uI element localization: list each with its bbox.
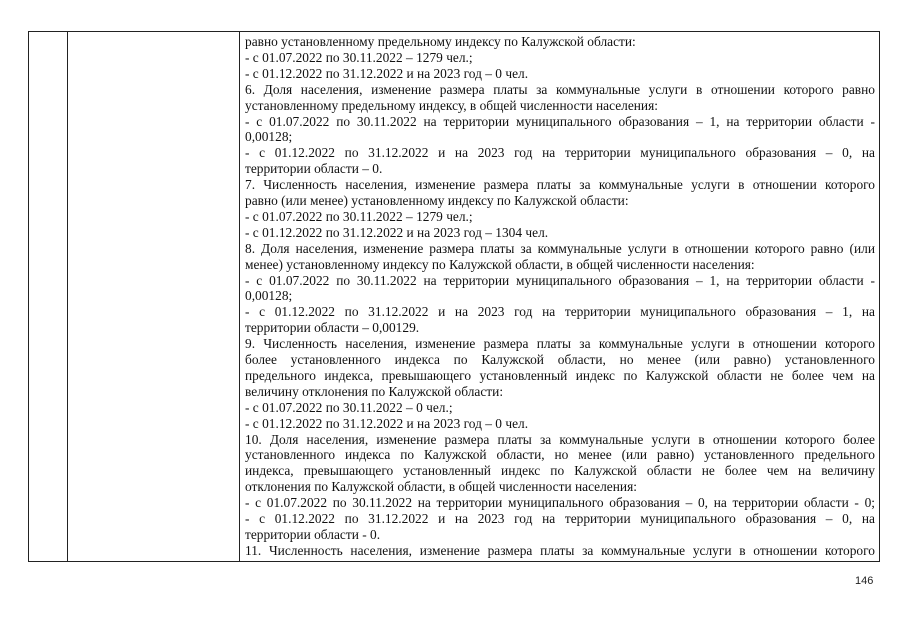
text-line: отклонения по Калужской области, в общей численности населения: [245, 479, 637, 495]
empty-cell-number [29, 32, 68, 562]
text-line: - с 01.07.2022 по 30.11.2022 на территории муниципального образования – 1, на территории области - [245, 113, 875, 129]
text-line: - с 01.07.2022 по 30.11.2022 на территории муниципального образования – 0, на территории области - 0; [245, 495, 875, 511]
text-line: равно установленному предельному индексу по Калужской области: [245, 34, 636, 49]
text-line: территории области – 0,00129. [245, 320, 420, 336]
text-cell [240, 32, 880, 562]
text-lines [245, 34, 875, 559]
text-line: 0,00128; [245, 288, 293, 304]
text-line: менее) установленному индексу по Калужской области, в общей численности населения: [245, 256, 755, 272]
text-line: - с 01.07.2022 по 30.11.2022 – 0 чел.; [245, 399, 453, 415]
text-line: 0,00128; [245, 129, 293, 145]
text-line: - с 01.07.2022 по 30.11.2022 – 1279 чел.; [245, 208, 473, 224]
text-line: установленного индекса по Калужской области, но менее (или равно) установленного предельного [245, 447, 875, 463]
text-line: более установленного индекса по Калужской области, но менее (или равно) установленного [245, 352, 875, 367]
text-line: - с 01.12.2022 по 31.12.2022 и на 2023 год на территории муниципального образования – 1, на [245, 304, 875, 320]
page-number: 146 [855, 575, 874, 587]
text-line: - с 01.12.2022 по 31.12.2022 и на 2023 год – 0 чел. [245, 415, 529, 431]
text-line: равно (или менее) установленному индексу по Калужской области: [245, 193, 629, 208]
text-line: - с 01.12.2022 по 31.12.2022 и на 2023 год на территории муниципального образования – 0, на [245, 145, 875, 161]
text-line: установленному предельному индексу, в общей численности населения: [245, 97, 658, 113]
text-line: 9. Численность населения, изменение размера платы за коммунальные услуги в отношении которого [245, 336, 875, 352]
text-line: территории области - 0. [245, 526, 381, 542]
text-line: 8. Доля населения, изменение размера платы за коммунальные услуги в отношении которого равно (или [245, 240, 875, 256]
text-line: территории области – 0. [245, 161, 383, 177]
text-line: индекса, превышающего установленный индекс по Калужской области не более чем на величину [245, 463, 875, 479]
text-line: - с 01.12.2022 по 31.12.2022 и на 2023 год на территории муниципального образования – 0, на [245, 510, 875, 526]
document-table [28, 31, 880, 562]
table-row [29, 32, 880, 562]
text-line: 10. Доля населения, изменение размера платы за коммунальные услуги в отношении которого более [245, 431, 875, 447]
empty-cell-name [68, 32, 240, 562]
text-line: - с 01.12.2022 по 31.12.2022 и на 2023 год – 0 чел. [245, 65, 529, 81]
text-line: 6. Доля населения, изменение размера платы за коммунальные услуги в отношении которого равно [245, 81, 875, 97]
text-line: - с 01.12.2022 по 31.12.2022 и на 2023 год – 1304 чел. [245, 224, 549, 240]
text-line: величину отклонения по Калужской области: [245, 383, 504, 399]
text-line: - с 01.07.2022 по 30.11.2022 – 1279 чел.; [245, 49, 473, 65]
text-line: предельного индекса, превышающего установленный индекс по Калужской области не более чем на [245, 367, 875, 383]
text-line: 7. Численность населения, изменение размера платы за коммунальные услуги в отношении которого [245, 177, 875, 193]
text-line: - с 01.07.2022 по 30.11.2022 на территории муниципального образования – 1, на территории области - [245, 272, 875, 288]
text-line: 11. Численность населения, изменение размера платы за коммунальные услуги в отношении которого [245, 542, 875, 558]
